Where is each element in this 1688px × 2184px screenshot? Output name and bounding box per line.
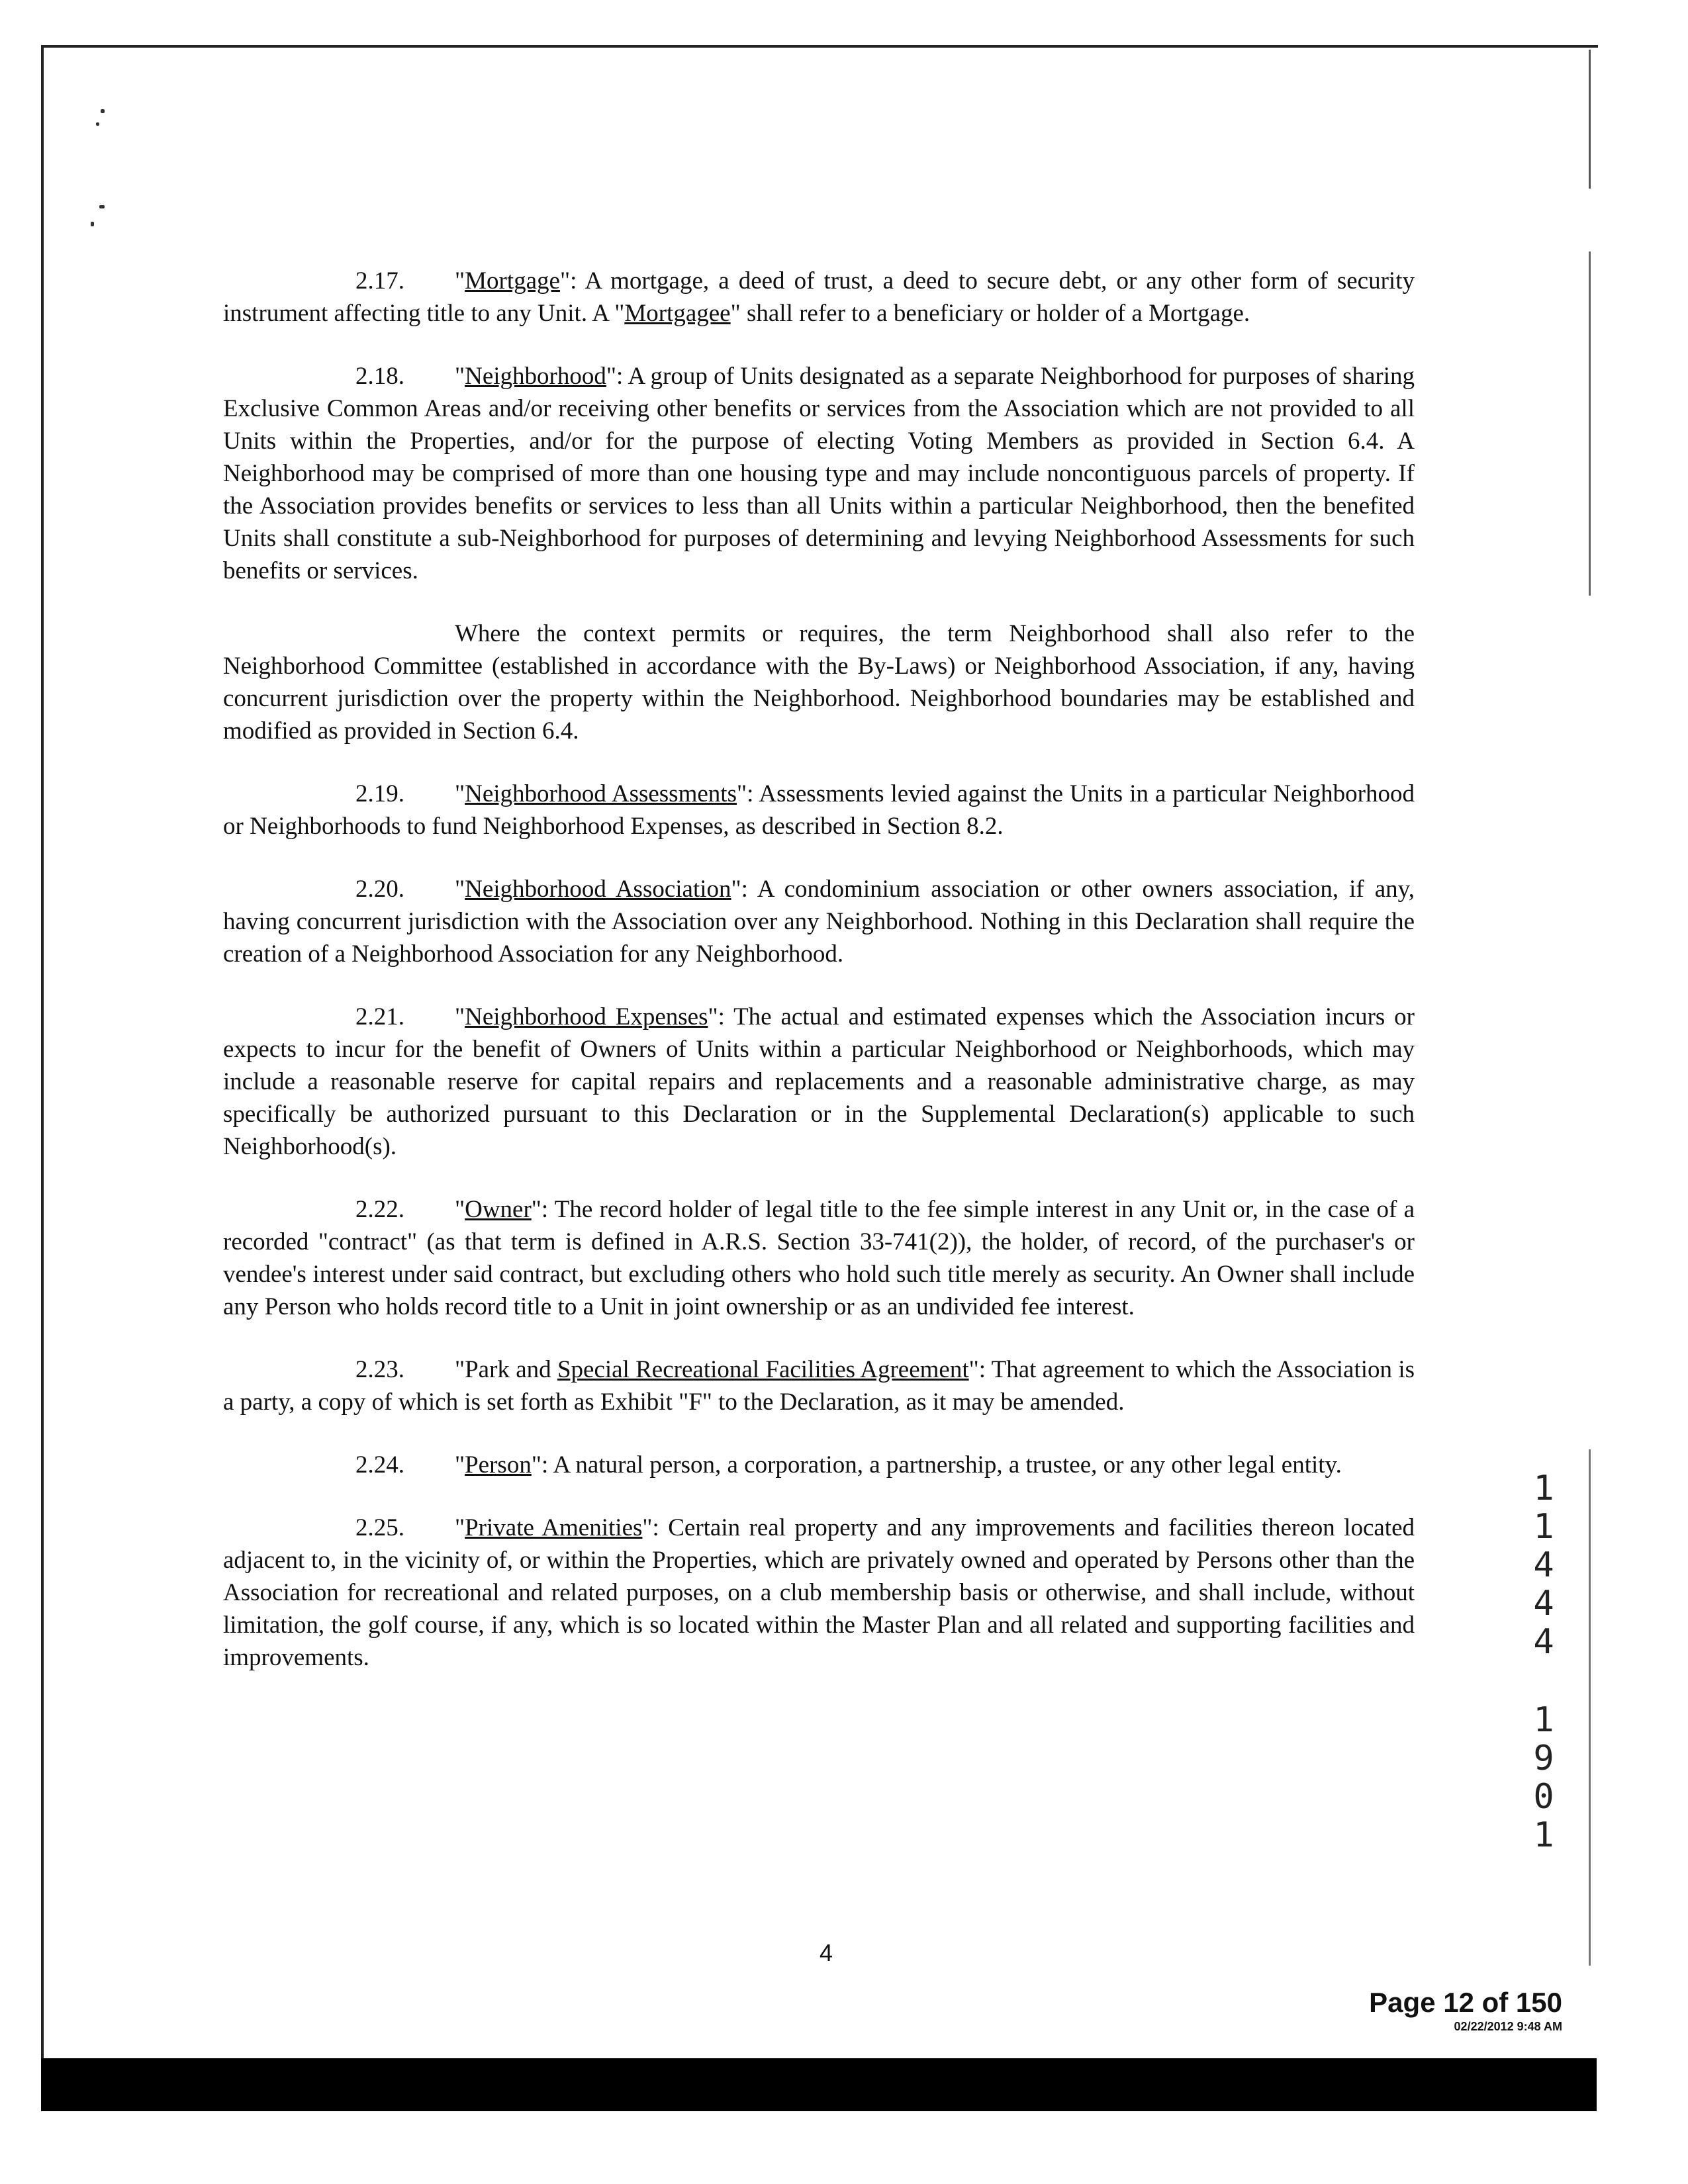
section-number: 2.25. — [355, 1514, 404, 1541]
definition-text: Where the context permits or requires, the term Neighborhood shall also refer to the Neighborhood Committee (established in accordance with the By-Laws) or Neighborhood Association, if any, having concurrent jurisdiction over the property within the Neighborhood. Neighborhood boundaries may be established and modified as provided in Section 6.4. — [223, 620, 1415, 745]
margin-stamp-digit: 4 — [1533, 1584, 1554, 1623]
scan-border-top — [41, 45, 1598, 48]
margin-stamp-gap — [1530, 1661, 1557, 1701]
definition-text: Assessments levied against the Units in a particular Neighborhood or Neighborhoods to fund Neighborhood Expenses, as described in Section 8.2. — [223, 780, 1415, 840]
section-2-23: 2.23. "Park and Special Recreational Facilities Agreement": That agreement to which the Association is a party, a copy of which is set forth as Exhibit "F" to the Declaration, as it may be amended. — [223, 1353, 1415, 1418]
page-number: 4 — [820, 1939, 833, 1966]
section-number: 2.18. — [355, 363, 404, 390]
defined-term: Neighborhood Expenses — [465, 1003, 708, 1030]
scan-speck — [91, 222, 94, 226]
section-number: 2.20. — [355, 876, 404, 903]
margin-stamp-digit: 1 — [1533, 1700, 1554, 1740]
defined-term: Special Recreational Facilities Agreement — [557, 1356, 969, 1383]
scan-border-right — [1589, 251, 1591, 596]
scan-speck — [96, 122, 99, 126]
section-2-19: 2.19. "Neighborhood Assessments": Assessments levied against the Units in a particular Neighborhood or Neighborhoods to fund Neighborhood Expenses, as described in Section 8.2. — [223, 778, 1415, 842]
margin-stamp-digit: 1 — [1533, 1815, 1554, 1855]
section-2-17: 2.17. "Mortgage": A mortgage, a deed of trust, a deed to secure debt, or any other form of security instrument affecting title to any Unit. A "Mortgagee" shall refer to a beneficiary or holder of a Mortgage. — [223, 265, 1415, 330]
section-number: 2.19. — [355, 780, 404, 807]
section-2-22: 2.22. "Owner": The record holder of legal title to the fee simple interest in any Unit or, in the case of a recorded "contract" (as that term is defined in A.R.S. Section 33-741(2)), the holder, of record, of the purchaser's or vendee's interest under said contract, but excluding others who hold such title merely as security. An Owner shall include any Person who holds record title to a Unit in joint ownership or as an undivided fee interest. — [223, 1193, 1415, 1323]
section-2-21: 2.21. "Neighborhood Expenses": The actual and estimated expenses which the Association incurs or expects to incur for the benefit of Owners of Units within a particular Neighborhood or Neighborhoods, which may include a reasonable reserve for capital repairs and replacements and a reasonable administrative charge, as may specifically be authorized pursuant to this Declaration or in the Supplemental Declaration(s) applicable to such Neighborhood(s). — [223, 1001, 1415, 1163]
recorder-page-count: Page 12 of 150 — [1369, 1987, 1562, 2018]
defined-term: Neighborhood Association — [465, 876, 731, 903]
document-body — [223, 265, 1415, 1704]
margin-stamp-digit: 9 — [1533, 1739, 1554, 1778]
defined-term: Private Amenities — [465, 1514, 643, 1541]
section-number: 2.17. — [355, 267, 404, 295]
definition-text: A condominium association or other owners association, if any, having concurrent jurisdiction with the Association over any Neighborhood. Nothing in this Declaration shall require the creation of a Neighborhood Association for any Neighborhood. — [223, 876, 1415, 968]
defined-term: Mortgage — [465, 267, 560, 295]
section-number: 2.24. — [355, 1451, 404, 1479]
scan-border-right — [1589, 1449, 1591, 1966]
scan-bottom-bar — [41, 2058, 1597, 2111]
definition-text: A mortgage, a deed of trust, a deed to secure debt, or any other form of security instrument affecting title to any Unit. A " — [223, 267, 1415, 327]
section-number: 2.22. — [355, 1196, 404, 1223]
definition-text: Certain real property and any improvements and facilities thereon located adjacent to, in the vicinity of, or within the Properties, which are privately owned and operated by Persons other than the Association for recreational and related purposes, on a club membership basis or otherwise, and shall include, without limitation, the golf course, if any, which is so located within the Master Plan and all related and supporting facilities and improvements. — [223, 1514, 1415, 1671]
defined-term: Neighborhood Assessments — [465, 780, 737, 807]
scan-speck — [101, 109, 105, 113]
definition-text: The record holder of legal title to the fee simple interest in any Unit or, in the case of a recorded "contract" (as that term is defined in A.R.S. Section 33-741(2)), the holder, of record, of the purchaser's or vendee's interest under said contract, but excluding others who hold such title merely as security. An Owner shall include any Person who holds record title to a Unit in joint ownership or as an undivided fee interest. — [223, 1196, 1415, 1320]
section-2-18: 2.18. "Neighborhood": A group of Units designated as a separate Neighborhood for purposes of sharing Exclusive Common Areas and/or receiving other benefits or services from the Association which are not provided to all Units within the Properties, and/or for the purpose of electing Voting Members as provided in Section 6.4. A Neighborhood may be comprised of more than one housing type and may include noncontiguous parcels of property. If the Association provides benefits or services to less than all Units within a particular Neighborhood, then the benefited Units shall constitute a sub-Neighborhood for purposes of determining and levying Neighborhood Assessments for such benefits or services. — [223, 360, 1415, 587]
defined-term: Neighborhood — [465, 363, 606, 390]
scan-border-left — [41, 45, 44, 2090]
defined-term: Owner — [465, 1196, 532, 1223]
section-2-18-continued — [223, 617, 1415, 747]
section-2-24: 2.24. "Person": A natural person, a corporation, a partnership, a trustee, or any other legal entity. — [223, 1449, 1415, 1481]
section-number: 2.21. — [355, 1003, 404, 1030]
definition-text: A group of Units designated as a separate Neighborhood for purposes of sharing Exclusive Common Areas and/or receiving other benefits or services from the Association which are not provided to all Units within the Properties, and/or for the purpose of electing Voting Members as provided in Section 6.4. A Neighborhood may be comprised of more than one housing type and may include noncontiguous parcels of property. If the Association provides benefits or services to less than all Units within a particular Neighborhood, then the benefited Units shall constitute a sub-Neighborhood for purposes of determining and levying Neighborhood Assessments for such benefits or services. — [223, 363, 1415, 584]
section-2-20: 2.20. "Neighborhood Association": A condominium association or other owners association, if any, having concurrent jurisdiction with the Association over any Neighborhood. Nothing in this Declaration shall require the creation of a Neighborhood Association for any Neighborhood. — [223, 873, 1415, 970]
margin-stamp-digit: 0 — [1533, 1777, 1554, 1817]
definition-text: The actual and estimated expenses which the Association incurs or expects to incur for the benefit of Owners of Units within a particular Neighborhood or Neighborhoods, which may include a reasonable reserve for capital repairs and replacements and a reasonable administrative charge, as may specifically be authorized pursuant to this Declaration or in the Supplemental Declaration(s) applicable to such Neighborhood(s). — [223, 1003, 1415, 1160]
section-2-25: 2.25. "Private Amenities": Certain real property and any improvements and facilities thereon located adjacent to, in the vicinity of, or within the Properties, which are privately owned and operated by Persons other than the Association for recreational and related purposes, on a club membership basis or otherwise, and shall include, without limitation, the golf course, if any, which is so located within the Master Plan and all related and supporting facilities and improvements. — [223, 1512, 1415, 1674]
margin-stamp-digit: 1 — [1533, 1507, 1554, 1547]
defined-term: Mortgagee — [624, 300, 731, 327]
definition-text: A natural person, a corporation, a partnership, a trustee, or any other legal entity. — [553, 1451, 1342, 1479]
section-number: 2.23. — [355, 1356, 404, 1383]
margin-stamp — [1530, 1469, 1557, 1854]
definition-text: " shall refer to a beneficiary or holder of a Mortgage. — [730, 300, 1250, 327]
margin-stamp-digit: 4 — [1533, 1622, 1554, 1662]
defined-term-prefix: Park and — [465, 1356, 557, 1383]
margin-stamp-digit: 1 — [1533, 1469, 1554, 1508]
scan-speck — [99, 205, 105, 208]
margin-stamp-digit: 4 — [1533, 1545, 1554, 1585]
definition-text: That agreement to which the Association is a party, a copy of which is set forth as Exhibit "F" to the Declaration, as it may be amended. — [223, 1356, 1415, 1416]
defined-term: Person — [465, 1451, 532, 1479]
scan-border-right — [1589, 50, 1591, 189]
recorder-timestamp: 02/22/2012 9:48 AM — [1454, 2020, 1562, 2033]
